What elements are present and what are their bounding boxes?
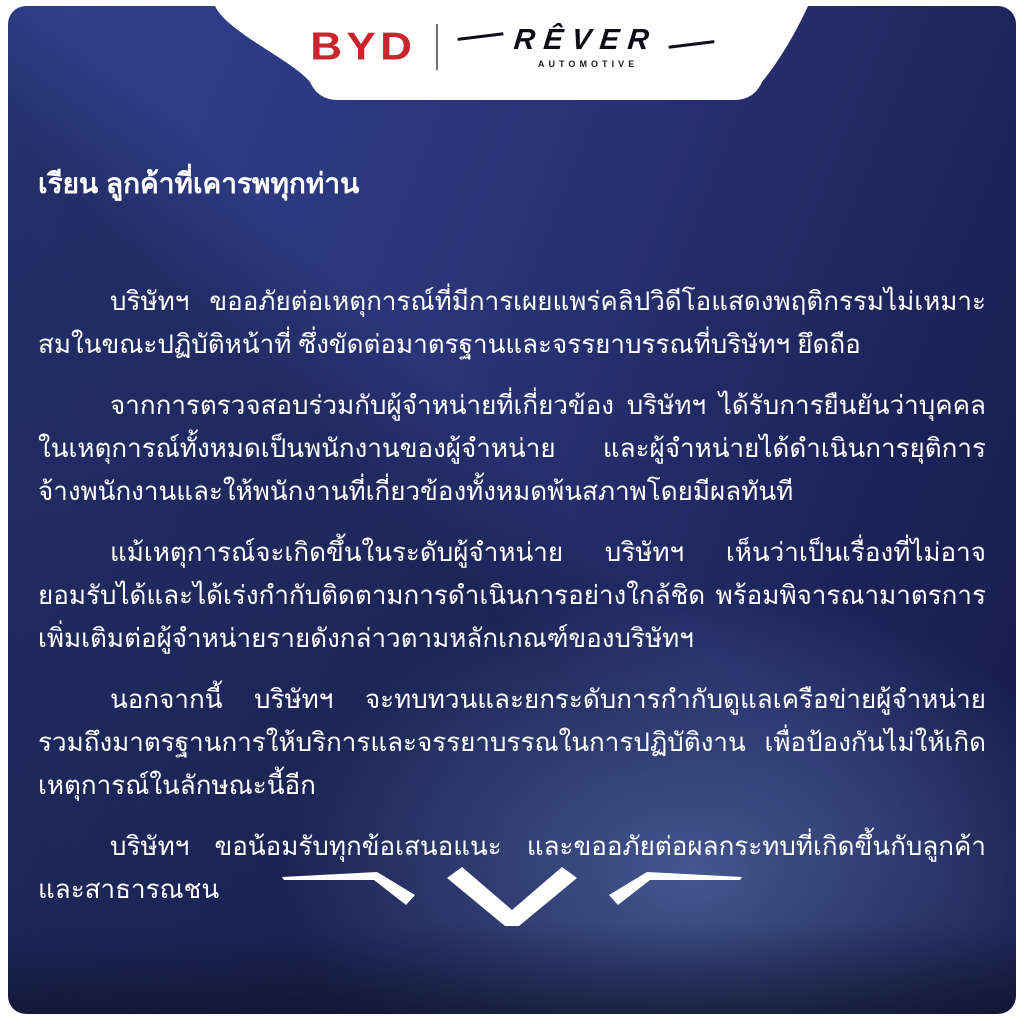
paragraph-prevention: นอกจากนี้ บริษัทฯ จะทบทวนและยกระดับการกำกับดูแลเครือข่ายผู้จำหน่าย รวมถึงมาตรฐานการให้บริการและจรรยาบรรณในการปฏิบัติงาน เพื่อป้องกันไม่ให้เกิดเหตุการณ์ในลักษณะนี้อีก <box>38 684 986 800</box>
paragraph-apology: บริษัทฯ ขออภัยต่อเหตุการณ์ที่มีการเผยแพร่คลิปวิดีโอแสดงพฤติกรรมไม่เหมาะสมในขณะปฏิบัติหน้าที่ ซึ่งขัดต่อมาตรฐานและจรรยาบรรณที่บริษัทฯ ยึดถือ <box>38 286 986 359</box>
emblem-center-v <box>447 867 577 926</box>
byd-logo: BYD <box>310 25 417 69</box>
rever-logo-subtext: AUTOMOTIVE <box>537 58 639 69</box>
logo-divider <box>436 24 438 70</box>
rever-wing-dash-left-icon <box>458 32 504 41</box>
rever-logo <box>458 23 713 69</box>
emblem-right-wing <box>609 872 742 905</box>
rever-logo-row <box>458 23 713 56</box>
letter-body <box>38 164 986 929</box>
logo-row <box>8 24 1016 70</box>
rever-wing-dash-right-icon <box>668 40 714 49</box>
paragraph-investigation: จากการตรวจสอบร่วมกับผู้จำหน่ายที่เกี่ยวข้อง บริษัทฯ ได้รับการยืนยันว่าบุคคลในเหตุการณ์ทั้งหมดเป็นพนักงานของผู้จำหน่าย และผู้จำหน่ายได้ดำเนินการยุติการจ้างพนักงานและให้พนักงานที่เกี่ยวข้องทั้งหมดพ้นสภาพโดยมีผลทันที <box>38 390 986 506</box>
emblem-left-wing <box>282 872 415 905</box>
paragraph-accountability: แม้เหตุการณ์จะเกิดขึ้นในระดับผู้จำหน่าย บริษัทฯ เห็นว่าเป็นเรื่องที่ไม่อาจยอมรับได้และได้เร่งกำกับติดตามการดำเนินการอย่างใกล้ชิด พร้อมพิจารณามาตรการเพิ่มเติมต่อผู้จำหน่ายรายดังกล่าวตามหลักเกณฑ์ของบริษัทฯ <box>38 537 986 653</box>
announcement-card <box>8 6 1016 1014</box>
rever-wing-emblem-icon <box>282 864 742 934</box>
paragraph-closing: บริษัทฯ ขอน้อมรับทุกข้อเสนอแนะ และขออภัยต่อผลกระทบที่เกิดขึ้นกับลูกค้าและสาธารณชน <box>38 831 986 904</box>
rever-logo-text: RÊVER <box>512 23 660 56</box>
salutation: เรียน ลูกค้าที่เคารพทุกท่าน <box>38 168 360 199</box>
